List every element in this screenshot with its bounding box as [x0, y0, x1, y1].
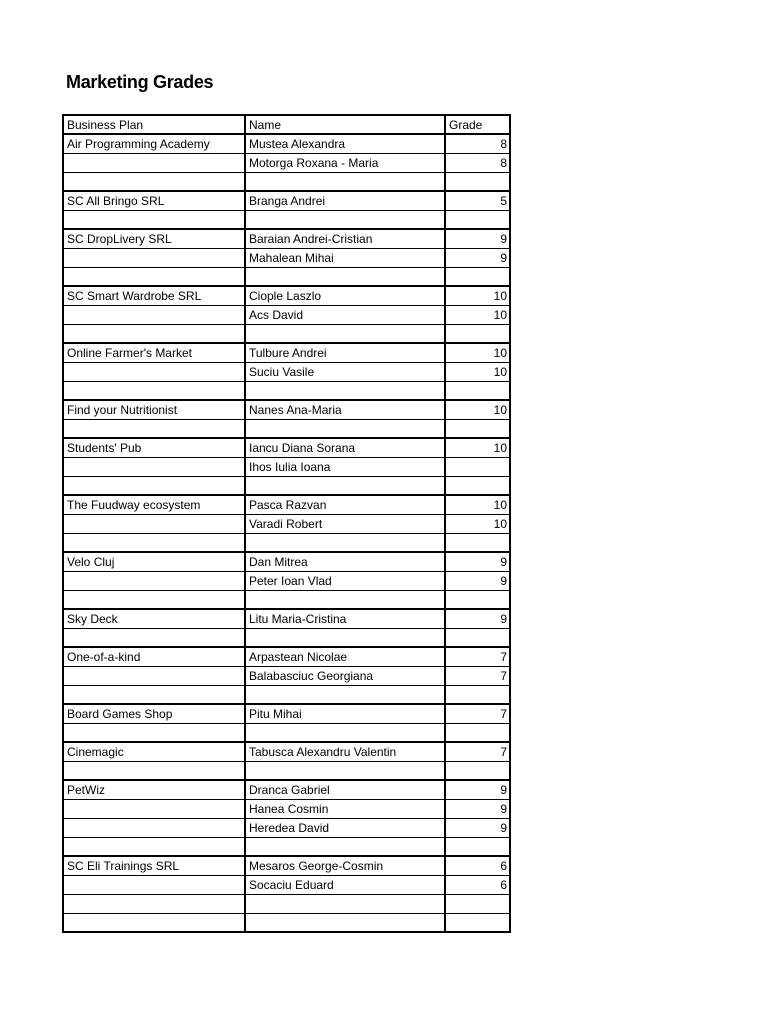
table-row [63, 514, 510, 533]
student-name-cell: Peter Ioan Vlad [245, 571, 445, 590]
grade-cell: 7 [445, 666, 510, 685]
empty-cell [445, 837, 510, 856]
blank-row [63, 210, 510, 229]
empty-cell [63, 324, 245, 343]
business-plan-cell: Students' Pub [63, 438, 245, 457]
student-name-cell: Pitu Mihai [245, 704, 445, 723]
empty-cell [63, 685, 245, 704]
empty-cell [245, 913, 445, 932]
empty-cell [63, 210, 245, 229]
empty-cell [245, 761, 445, 780]
table-row [63, 552, 510, 571]
grade-cell: 7 [445, 704, 510, 723]
business-plan-cell: SC Smart Wardrobe SRL [63, 286, 245, 305]
empty-cell [245, 210, 445, 229]
student-name-cell: Dan Mitrea [245, 552, 445, 571]
table-row [63, 666, 510, 685]
student-name-cell: Mahalean Mihai [245, 248, 445, 267]
empty-cell [445, 267, 510, 286]
business-plan-cell: SC Eli Trainings SRL [63, 856, 245, 875]
business-plan-cell: Air Programming Academy [63, 134, 245, 153]
empty-cell [445, 381, 510, 400]
empty-cell [445, 476, 510, 495]
empty-cell [63, 267, 245, 286]
business-plan-cell [63, 666, 245, 685]
table-row [63, 704, 510, 723]
table-row [63, 780, 510, 799]
blank-row [63, 267, 510, 286]
grade-cell: 6 [445, 856, 510, 875]
empty-cell [245, 381, 445, 400]
student-name-cell: Tulbure Andrei [245, 343, 445, 362]
business-plan-cell [63, 799, 245, 818]
empty-cell [63, 381, 245, 400]
table-row [63, 343, 510, 362]
table-body [63, 134, 510, 932]
empty-cell [245, 590, 445, 609]
grade-cell: 9 [445, 229, 510, 248]
empty-cell [445, 533, 510, 552]
table-row [63, 856, 510, 875]
empty-cell [445, 419, 510, 438]
empty-cell [63, 628, 245, 647]
empty-cell [63, 723, 245, 742]
blank-row [63, 685, 510, 704]
business-plan-cell [63, 305, 245, 324]
grade-cell: 10 [445, 362, 510, 381]
table-row [63, 248, 510, 267]
column-header-business-plan: Business Plan [63, 115, 245, 134]
page-title: Marketing Grades [66, 72, 214, 92]
student-name-cell: Hanea Cosmin [245, 799, 445, 818]
grade-cell: 10 [445, 305, 510, 324]
empty-cell [245, 533, 445, 552]
grade-cell: 10 [445, 400, 510, 419]
table-row [63, 191, 510, 210]
grades-table [62, 114, 511, 933]
grade-cell: 9 [445, 818, 510, 837]
business-plan-cell: SC All Bringo SRL [63, 191, 245, 210]
empty-cell [245, 894, 445, 913]
business-plan-cell [63, 153, 245, 172]
student-name-cell: Mustea Alexandra [245, 134, 445, 153]
empty-cell [245, 419, 445, 438]
business-plan-cell: Velo Cluj [63, 552, 245, 571]
grade-cell: 10 [445, 495, 510, 514]
grade-cell: 10 [445, 514, 510, 533]
table-row [63, 799, 510, 818]
empty-cell [245, 172, 445, 191]
student-name-cell: Ihos Iulia Ioana [245, 457, 445, 476]
grade-cell: 9 [445, 552, 510, 571]
blank-row [63, 533, 510, 552]
blank-row [63, 172, 510, 191]
business-plan-cell: Online Farmer's Market [63, 343, 245, 362]
grade-cell: 6 [445, 875, 510, 894]
student-name-cell: Baraian Andrei-Cristian [245, 229, 445, 248]
business-plan-cell: Board Games Shop [63, 704, 245, 723]
empty-cell [445, 324, 510, 343]
table-row [63, 742, 510, 761]
empty-cell [445, 723, 510, 742]
blank-row [63, 476, 510, 495]
business-plan-cell: Cinemagic [63, 742, 245, 761]
table-row [63, 229, 510, 248]
empty-cell [445, 210, 510, 229]
table-row [63, 571, 510, 590]
empty-cell [63, 419, 245, 438]
blank-row [63, 381, 510, 400]
empty-cell [445, 685, 510, 704]
grade-cell: 9 [445, 799, 510, 818]
grade-cell: 8 [445, 153, 510, 172]
student-name-cell: Mesaros George-Cosmin [245, 856, 445, 875]
empty-cell [63, 590, 245, 609]
student-name-cell: Iancu Diana Sorana [245, 438, 445, 457]
blank-row [63, 761, 510, 780]
table-row [63, 875, 510, 894]
blank-row [63, 723, 510, 742]
student-name-cell: Suciu Vasile [245, 362, 445, 381]
business-plan-cell: One-of-a-kind [63, 647, 245, 666]
table-row [63, 400, 510, 419]
empty-cell [245, 837, 445, 856]
empty-cell [445, 761, 510, 780]
blank-row [63, 419, 510, 438]
blank-row [63, 324, 510, 343]
empty-cell [245, 267, 445, 286]
grade-cell: 5 [445, 191, 510, 210]
table-row [63, 438, 510, 457]
business-plan-cell [63, 818, 245, 837]
student-name-cell: Dranca Gabriel [245, 780, 445, 799]
empty-cell [63, 913, 245, 932]
blank-row [63, 894, 510, 913]
student-name-cell: Nanes Ana-Maria [245, 400, 445, 419]
business-plan-cell [63, 571, 245, 590]
empty-cell [63, 172, 245, 191]
student-name-cell: Litu Maria-Cristina [245, 609, 445, 628]
grade-cell: 9 [445, 780, 510, 799]
empty-cell [245, 628, 445, 647]
blank-row [63, 628, 510, 647]
business-plan-cell [63, 362, 245, 381]
student-name-cell: Ciople Laszlo [245, 286, 445, 305]
empty-cell [445, 894, 510, 913]
grade-cell: 9 [445, 248, 510, 267]
business-plan-cell [63, 457, 245, 476]
header-row [63, 115, 510, 134]
empty-cell [445, 172, 510, 191]
empty-cell [63, 761, 245, 780]
column-header-grade: Grade [445, 115, 510, 134]
business-plan-cell: PetWiz [63, 780, 245, 799]
student-name-cell: Arpastean Nicolae [245, 647, 445, 666]
student-name-cell: Varadi Robert [245, 514, 445, 533]
table-row [63, 457, 510, 476]
empty-cell [63, 837, 245, 856]
business-plan-cell: The Fuudway ecosystem [63, 495, 245, 514]
empty-cell [245, 476, 445, 495]
grade-cell: 7 [445, 647, 510, 666]
empty-cell [445, 590, 510, 609]
business-plan-cell [63, 514, 245, 533]
grade-cell: 10 [445, 343, 510, 362]
grade-cell: 8 [445, 134, 510, 153]
table-row [63, 609, 510, 628]
empty-cell [245, 723, 445, 742]
business-plan-cell [63, 875, 245, 894]
table-row [63, 362, 510, 381]
table-row [63, 647, 510, 666]
grade-cell: 7 [445, 742, 510, 761]
student-name-cell: Branga Andrei [245, 191, 445, 210]
grade-cell: 9 [445, 571, 510, 590]
empty-cell [63, 533, 245, 552]
table-row [63, 495, 510, 514]
empty-cell [245, 685, 445, 704]
table-row [63, 153, 510, 172]
business-plan-cell: Find your Nutritionist [63, 400, 245, 419]
business-plan-cell [63, 248, 245, 267]
grade-cell: 10 [445, 438, 510, 457]
column-header-name: Name [245, 115, 445, 134]
business-plan-cell: SC DropLivery SRL [63, 229, 245, 248]
grade-cell [445, 457, 510, 476]
grade-cell: 10 [445, 286, 510, 305]
student-name-cell: Motorga Roxana - Maria [245, 153, 445, 172]
table-row [63, 818, 510, 837]
table-row [63, 286, 510, 305]
blank-row [63, 837, 510, 856]
student-name-cell: Heredea David [245, 818, 445, 837]
table-row [63, 305, 510, 324]
student-name-cell: Pasca Razvan [245, 495, 445, 514]
grade-cell: 9 [445, 609, 510, 628]
empty-cell [245, 324, 445, 343]
student-name-cell: Balabasciuc Georgiana [245, 666, 445, 685]
student-name-cell: Socaciu Eduard [245, 875, 445, 894]
empty-cell [445, 628, 510, 647]
student-name-cell: Tabusca Alexandru Valentin [245, 742, 445, 761]
business-plan-cell: Sky Deck [63, 609, 245, 628]
empty-cell [445, 913, 510, 932]
student-name-cell: Acs David [245, 305, 445, 324]
empty-cell [63, 894, 245, 913]
blank-row [63, 913, 510, 932]
table-row [63, 134, 510, 153]
blank-row [63, 590, 510, 609]
empty-cell [63, 476, 245, 495]
